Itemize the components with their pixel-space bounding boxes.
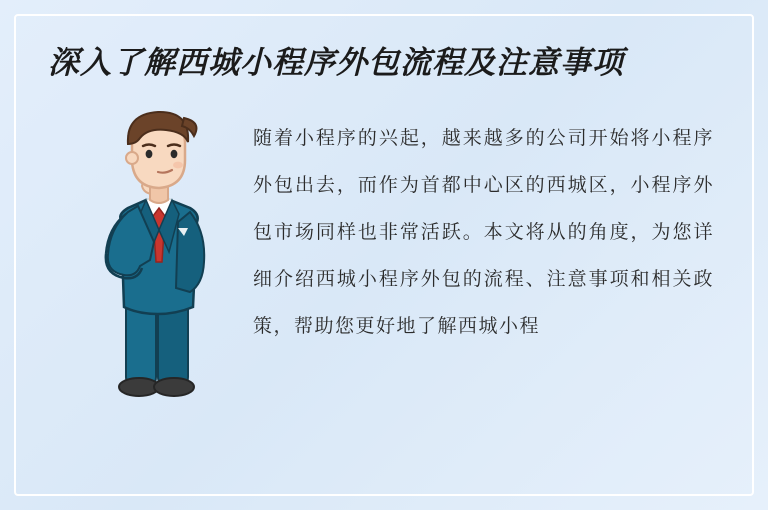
businessman-thinking-illustration xyxy=(66,102,231,402)
article-paragraph: 随着小程序的兴起，越来越多的公司开始将小程序外包出去，而作为首都中心区的西城区，小程序外包市场同样也非常活跃。本文将从的角度，为您详细介绍西城小程序外包的流程、注意事项和相关政策，帮助您更好地了解西城小程 xyxy=(253,128,714,337)
document-content xyxy=(14,14,754,496)
article-body xyxy=(48,96,720,402)
page-title: 深入了解西城小程序外包流程及注意事项 xyxy=(48,45,624,80)
